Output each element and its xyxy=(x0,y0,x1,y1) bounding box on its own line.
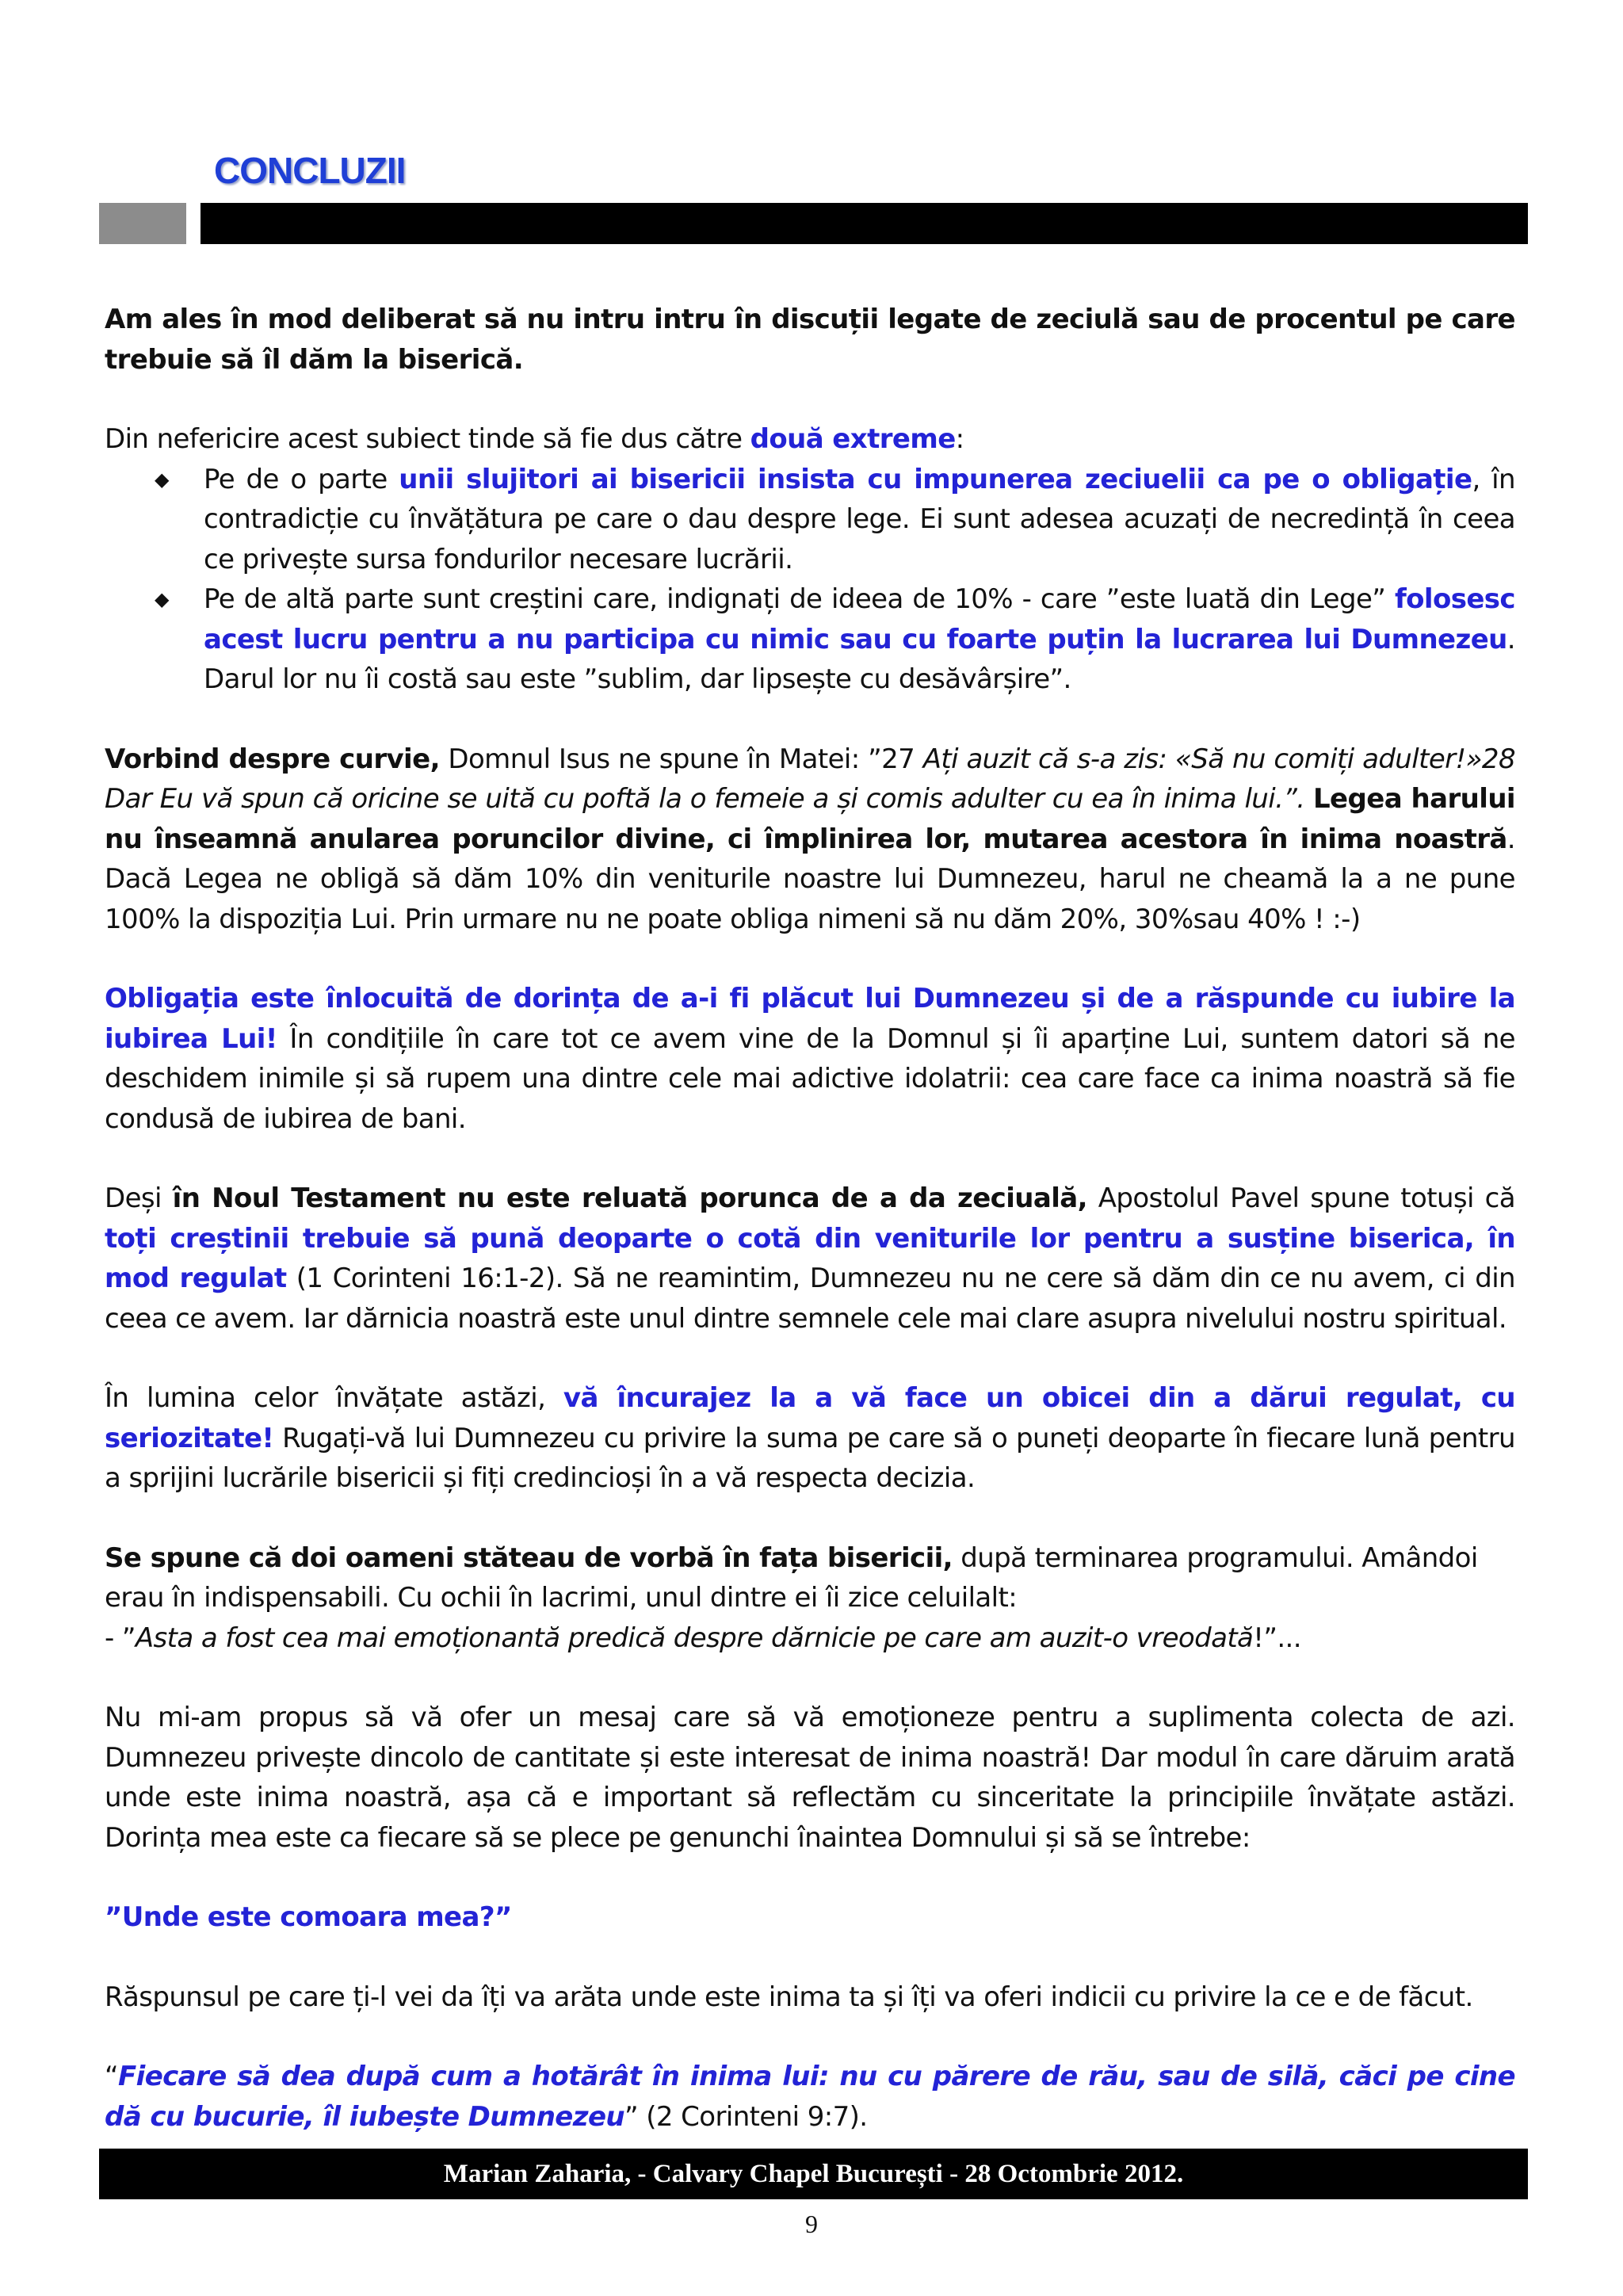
header-gray-bar xyxy=(99,203,186,244)
paragraph-obligation: Obligația este înlocuită de dorința de a-i fi plăcut lui Dumnezeu și de a răspunde cu iubire la iubirea Lui! În condițiile în care tot ce avem vine de la Domnul și îi aparține Lui, suntem datori să ne deschidem inimile și să rupem una dintre cele mai adictive idolatrii: cea care face ca inima noastră să fie condusă de iubirea de bani. xyxy=(105,983,1515,1135)
paragraph-grace: Vorbind despre curvie, Domnul Isus ne spune în Matei: ”27 Ați auzit că s-a zis: «Să nu comiți adulter!»28 Dar Eu vă spun că oricine se uită cu poftă la o femeie a și comis adulter cu ea în inima lui.”. Legea harului nu înseamnă anularea poruncilor divine, ci împlinirea lor, mutarea acestora în inima noastră. Dacă Legea ne obligă să dăm 10% din veniturile noastre lui Dumnezeu, harul ne cheamă la a ne pune 100% la dispoziția Lui. Prin urmare nu ne poate obliga nimeni să nu dăm 20%, 30%sau 40% ! :-) xyxy=(105,743,1515,935)
list-item: ◆ Pe de o parte unii slujitori ai bisericii insista cu impunerea zeciuelii ca pe o obligație, în contradicție cu învățătura pe care o dau despre lege. Ei sunt adesea acuzați de necredință în ceea ce privește sursa fondurilor necesare lucrării. xyxy=(204,460,1515,580)
header-black-bar xyxy=(200,203,1528,244)
extremes-list xyxy=(204,460,1515,700)
paragraph-heart: Nu mi-am propus să vă ofer un mesaj care să vă emoționeze pentru a suplimenta colecta de azi. Dumnezeu privește dincolo de cantitate și este interesat de inima noastră! Dar modul în care dăruim arată unde este inima noastră, așa că e important să reflectăm cu sinceritate la principiile învățate astăzi. Dorința mea este ca fiecare să se plece pe genunchi înaintea Domnului și să se întrebe: xyxy=(105,1702,1515,1854)
page-number: 9 xyxy=(805,2210,818,2238)
question-heading: ”Unde este comoara mea?” xyxy=(105,1901,512,1933)
page-title: CONCLUZII xyxy=(214,150,406,191)
footer-bar: Marian Zaharia, - Calvary Chapel București - 28 Octombrie 2012. xyxy=(99,2149,1528,2199)
bible-verse: “Fiecare să dea după cum a hotărât în inima lui: nu cu părere de rău, sau de silă, căci pe cine dă cu bucurie, îl iubește Dumnezeu” (2 Corinteni 9:7). xyxy=(105,2061,1515,2133)
paragraph-extremes: Din nefericire acest subiect tinde să fie dus către două extreme: xyxy=(105,423,964,455)
paragraph-answer: Răspunsul pe care ți-l vei da îți va arăta unde este inima ta și îți va oferi indicii cu privire la ce e de făcut. xyxy=(105,1981,1473,2013)
paragraph-encouragement: În lumina celor învățate astăzi, vă încurajez la a vă face un obicei din a dărui regulat, cu seriozitate! Rugați-vă lui Dumnezeu cu privire la suma pe care să o puneți deoparte în fiecare lună pentru a sprijini lucrările bisericii și fiți credincioși în a vă respecta decizia. xyxy=(105,1382,1516,1494)
document-body xyxy=(105,300,1515,2137)
story-quote: Se spune că doi oameni stăteau de vorbă în fața bisericii, după terminarea programului. Amândoi erau în indispensabili. Cu ochii în lacrimi, unul dintre ei îi zice celuilalt: - ”Asta a fost cea mai emoționantă predică despre dărnicie pe care am auzit-o vreodată!”... xyxy=(105,1541,1478,1654)
paragraph-new-testament: Deși în Noul Testament nu este reluată porunca de a da zeciuală, Apostolul Pavel spune totuși că toți creștinii trebuie să pună deoparte o cotă din veniturile lor pentru a susține biserica, în mod regulat (1 Corinteni 16:1-2). Să ne reamintim, Dumnezeu nu ne cere să dăm din ce nu avem, ci din ceea ce avem. Iar dărnicia noastră este unul dintre semnele cele mai clare asupra nivelului nostru spiritual. xyxy=(105,1182,1516,1335)
paragraph-intro: Am ales în mod deliberat să nu intru intru în discuții legate de zeciulă sau de procentul pe care trebuie să îl dăm la biserică. xyxy=(105,304,1515,376)
list-item: ◆ Pe de altă parte sunt creștini care, indignați de ideea de 10% - care ”este luată din Lege” folosesc acest lucru pentru a nu participa cu nimic sau cu foarte puțin la lucrarea lui Dumnezeu. Darul lor nu îi costă sau este ”sublim, dar lipsește cu desăvârșire”. xyxy=(204,579,1515,700)
